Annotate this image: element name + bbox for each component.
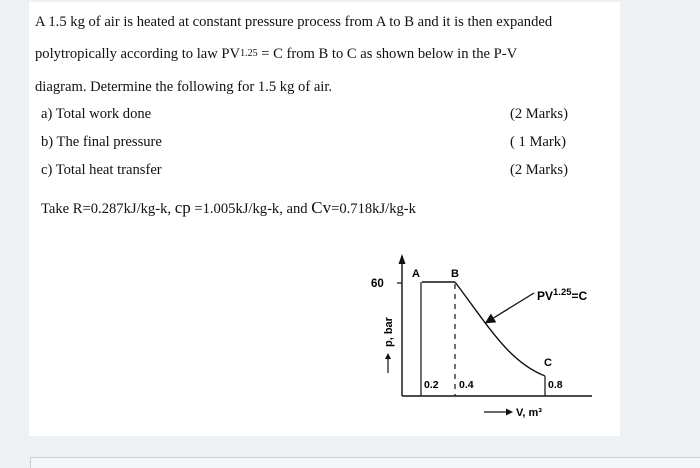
process-law-rhs: =C bbox=[571, 289, 588, 303]
v-axis-label-arrowhead bbox=[506, 409, 513, 416]
question-b-label: b) The final pressure bbox=[41, 134, 162, 150]
question-card bbox=[29, 2, 620, 436]
p-axis-label-arrowhead bbox=[385, 353, 391, 359]
polytropic-exponent: 1.25 bbox=[240, 48, 258, 59]
process-b-c-curve bbox=[455, 282, 545, 376]
given-cp-symbol: cp bbox=[174, 198, 191, 217]
problem-line-3: diagram. Determine the following for 1.5 kg of air. bbox=[35, 79, 333, 95]
v2-label: 0.4 bbox=[459, 379, 474, 391]
p-axis-arrowhead bbox=[399, 254, 406, 264]
problem-line-2-pre: polytropically according to law PV bbox=[35, 46, 241, 62]
given-cv-symbol: Cv bbox=[311, 198, 332, 217]
bottom-panel-edge bbox=[30, 457, 700, 468]
given-cp-value: =1.005kJ/kg-k, and bbox=[190, 201, 312, 217]
process-law-base: PV bbox=[537, 289, 554, 303]
point-b-label: B bbox=[451, 268, 459, 280]
v3-label: 0.8 bbox=[548, 379, 563, 391]
given-cv-value: =0.718kJ/kg-k bbox=[331, 201, 416, 217]
given-r: Take R=0.287kJ/kg-k, bbox=[41, 201, 175, 217]
p-tick-label-60: 60 bbox=[371, 278, 384, 290]
process-law-pointer bbox=[487, 293, 534, 322]
question-c-label: c) Total heat transfer bbox=[41, 162, 162, 178]
question-a-label: a) Total work done bbox=[41, 106, 152, 122]
p-axis-label: p, bar bbox=[383, 317, 395, 347]
process-law-exponent: 1.25 bbox=[553, 287, 572, 298]
pv-diagram bbox=[29, 2, 620, 436]
problem-line-1: A 1.5 kg of air is heated at constant pressure process from A to B and it is then expanded bbox=[35, 14, 553, 30]
question-c-marks: (2 Marks) bbox=[510, 162, 568, 178]
v-axis-label: V, m³ bbox=[516, 407, 542, 419]
point-c-label: C bbox=[544, 357, 552, 369]
point-a-label: A bbox=[412, 268, 420, 280]
question-b-marks: ( 1 Mark) bbox=[510, 134, 566, 150]
p-axis-label-group bbox=[383, 316, 395, 373]
question-a-marks: (2 Marks) bbox=[510, 106, 568, 122]
problem-line-2-post: = C from B to C as shown below in the P-V bbox=[257, 46, 518, 62]
process-law-label bbox=[537, 287, 588, 303]
v1-label: 0.2 bbox=[424, 379, 439, 391]
